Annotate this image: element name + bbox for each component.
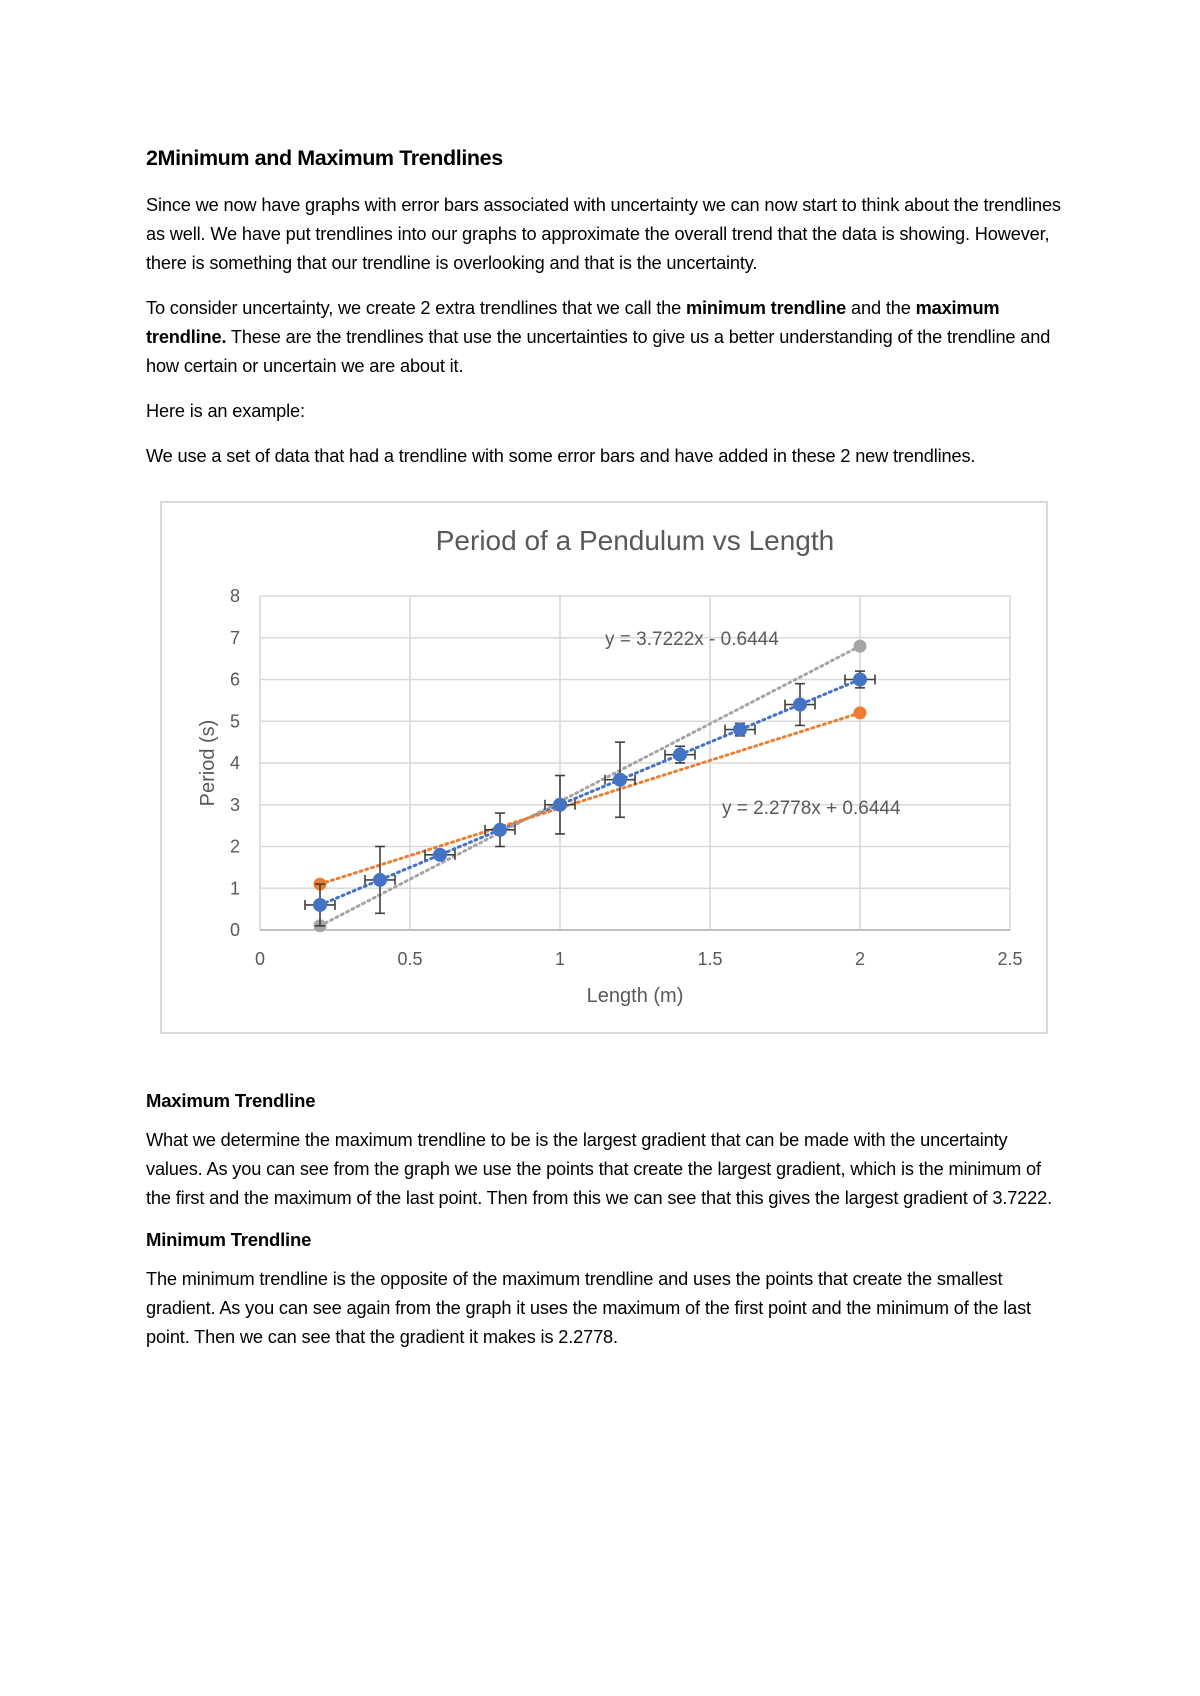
definition-text-e: These are the trendlines that use the uncertainties to give us a better understanding of the trendline and how certain or uncertain we are about it. xyxy=(146,327,1051,376)
example-intro: Here is an example: xyxy=(146,401,305,421)
maximum-trendline-heading: Maximum Trendline xyxy=(146,1090,316,1111)
maximum-trendline-term: maximum trendline. xyxy=(146,298,1000,347)
x-tick-label: 2.5 xyxy=(997,949,1023,969)
intro-paragraph: Since we now have graphs with error bars associated with uncertainty we can now start to think about the trendlines as well. We have put trendlines into our graphs to approximate the overall trend that the data is showing. However, there is something that our trendline is overlooking and that is the uncertainty. xyxy=(146,195,1061,273)
minimum-trendline-text: The minimum trendline is the opposite of the maximum trendline and uses the points that create the smallest gradient. As you can see again from the graph it uses the maximum of the first point and the minimum of the last point. Then we can see that the gradient it makes is 2.2778. xyxy=(146,1269,1031,1347)
data-point xyxy=(493,823,507,837)
minimum-trendline-heading: Minimum Trendline xyxy=(146,1229,312,1250)
maximum-trendline xyxy=(320,646,860,926)
y-tick-label: 6 xyxy=(229,669,240,690)
data-point xyxy=(613,773,627,787)
maximum-trendline-text: What we determine the maximum trendline to be is the largest gradient that can be made with the uncertainty values. As you can see from the graph we use the points that create the largest gradient, which is the minimum of the first and the maximum of the last point. Then from this we can see that this gives the largest gradient of 3.7222. xyxy=(146,1130,1052,1208)
data-point xyxy=(553,798,567,812)
x-axis-title: Length (m) xyxy=(586,985,684,1007)
x-tick-label: 1 xyxy=(554,949,566,969)
y-tick-label: 7 xyxy=(229,627,240,648)
y-tick-label: 4 xyxy=(229,753,240,773)
y-tick-label: 5 xyxy=(229,711,240,732)
example-description: We use a set of data that had a trendline with some error bars and have added in these 2 new trendlines. xyxy=(146,446,976,466)
data-point xyxy=(793,698,807,712)
definition-text-c: and the xyxy=(846,298,916,318)
y-tick-label: 8 xyxy=(229,586,240,606)
data-point xyxy=(433,848,447,862)
x-tick-label: 1.5 xyxy=(697,949,723,969)
y-tick-label: 1 xyxy=(229,878,240,899)
y-tick-label: 0 xyxy=(229,920,240,940)
data-point xyxy=(373,873,387,887)
data-point xyxy=(853,673,867,687)
chart-canvas xyxy=(162,503,1046,1032)
maximum-trendline-point xyxy=(854,640,867,653)
pendulum-chart xyxy=(160,501,1048,1034)
data-point xyxy=(313,898,327,912)
data-point xyxy=(673,748,687,762)
minimum-trendline-point xyxy=(854,706,867,719)
definition-text-a: To consider uncertainty, we create 2 extra trendlines that we call the xyxy=(146,298,686,318)
data-point xyxy=(733,723,747,737)
y-tick-label: 3 xyxy=(229,794,240,815)
x-tick-label: 2 xyxy=(854,949,866,969)
x-tick-label: 0.5 xyxy=(397,949,423,969)
data-trendline xyxy=(320,680,860,905)
minimum-trendline-term: minimum trendline xyxy=(685,298,847,318)
document-body xyxy=(146,146,1066,1368)
x-tick-label: 0 xyxy=(254,949,266,969)
y-tick-label: 2 xyxy=(229,836,240,857)
max-trendline-equation: y = 3.7222x - 0.6444 xyxy=(605,628,779,650)
min-trendline-equation: y = 2.2778x + 0.6444 xyxy=(722,797,901,819)
y-axis-title: Period (s) xyxy=(197,719,219,807)
section-heading: 2Minimum and Maximum Trendlines xyxy=(146,146,503,170)
chart-title: Period of a Pendulum vs Length xyxy=(435,525,835,556)
definition-paragraph xyxy=(146,294,1066,381)
